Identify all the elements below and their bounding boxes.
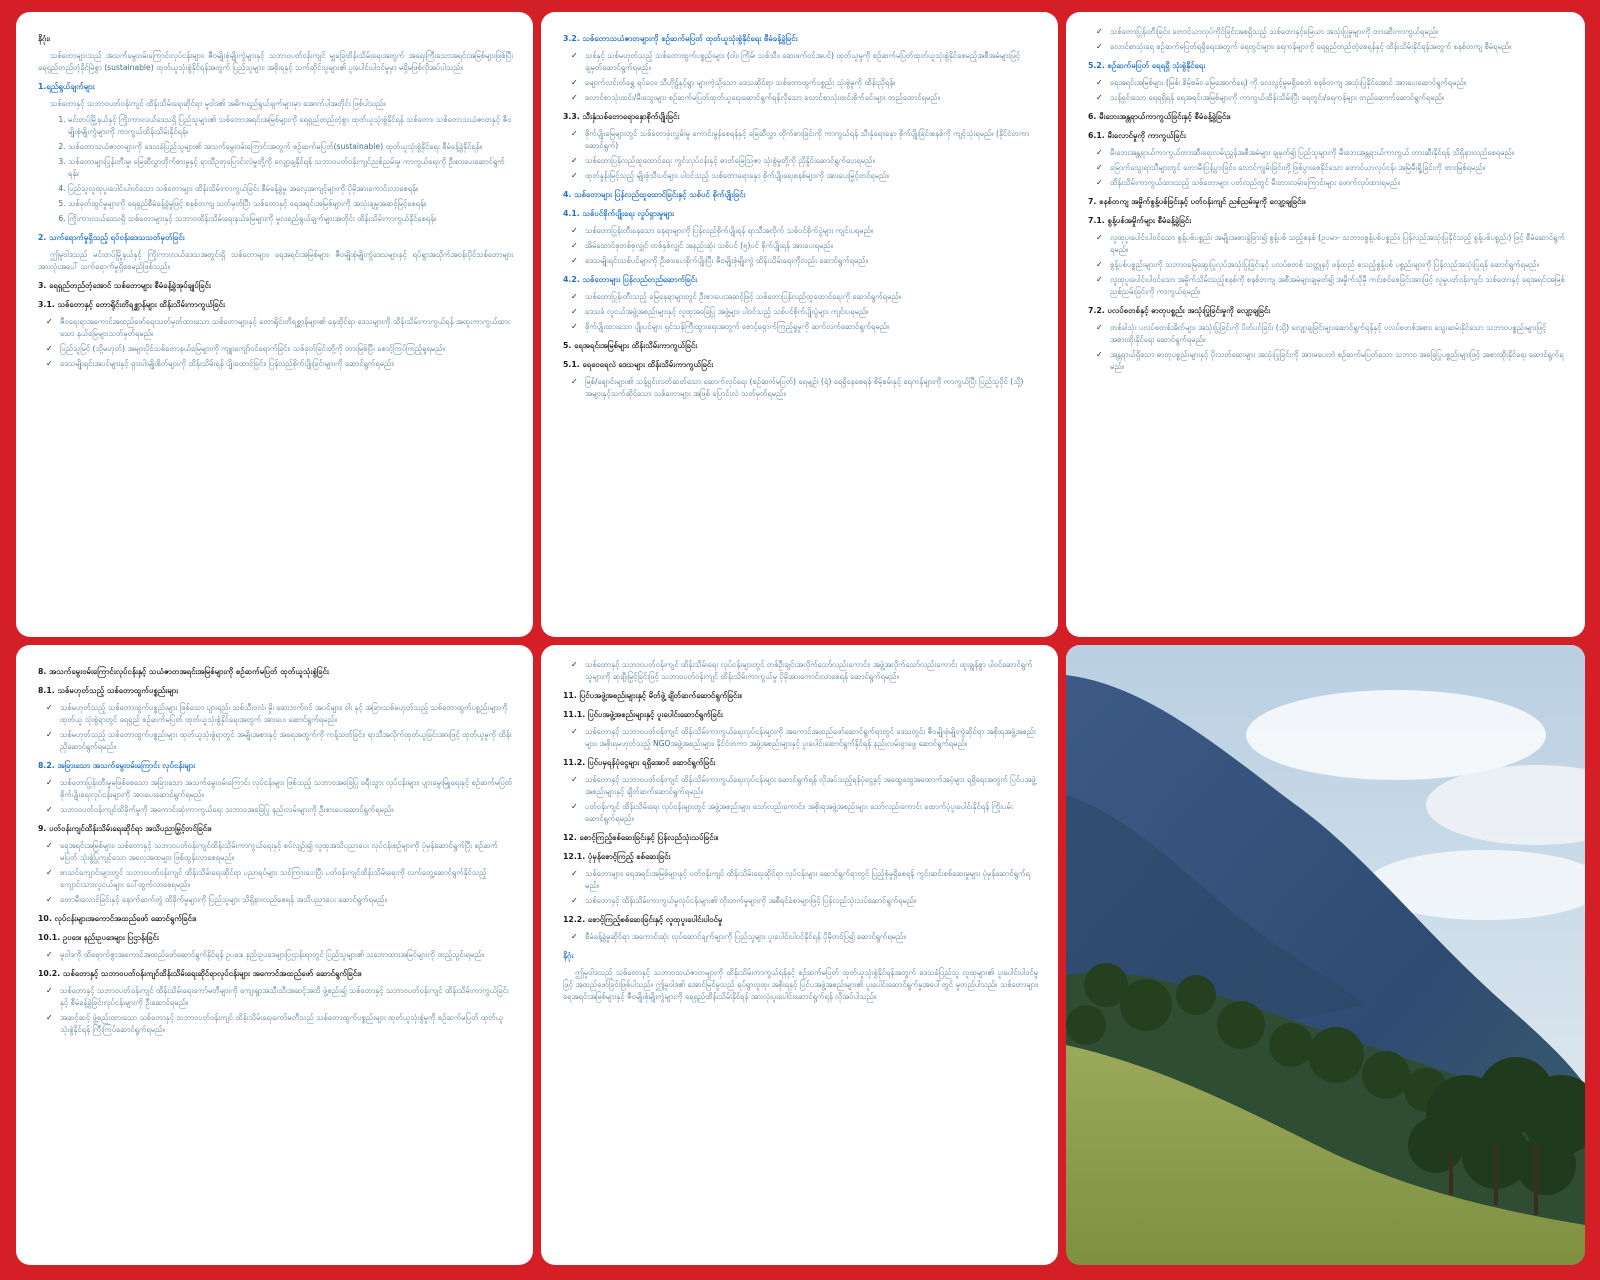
document-page-5 (541, 645, 1058, 1265)
list-item: ✓ သစ်တောနှင့် သဘာဝပတ်ဝန်းကျင် ထိန်းသိမ်းရေး လုပ်ငန်းများတွင် တစ်ဦးချင်းအလိုက်သော်လည်းကောင်း၊ အဖွဲ့အလိုက်သော်လည်းကောင်း ထူးချွန်စွာ ပါဝင်ဆောင်ရွက်သူများကို ဆုချီးမြှင့်ခြင်းဖြင့် သဘာဝပတ်ဝန်းကျင် ထိန်းသိမ်းကာကွယ်မှု ပိုမိုအားကောင်းလာစေရန် ဆောင်ရွက်ရမည်။ (585, 659, 1038, 683)
list-item: ✓ စိုက်ပျိုးမြေများတွင် သစ်တောဖုံးလွှမ်းမှု ကောင်းမွန်စေရန်နှင့် မြေဆီလွှာ တိုက်စားခြင်းကို ကာကွယ်ရန် သီးနှံရောနှော စိုက်ပျိုးခြင်းစနစ်ကို ကျင့်သုံးရမည်။ (နိုင်ငံတကာဆောင်ရွက်) (585, 128, 1038, 152)
numbered-list (38, 114, 513, 225)
intro-paragraph: သစ်တောများသည် အသက်မွေးဝမ်းကြောင်းလုပ်ငန်းများ၊ ဇီဝမျိုးစုံမျိုးကွဲများနှင့် သဘာဝပတ်ဝန်းကျင် မျှခြေထိန်းသိမ်းရေးအတွက် အရေးကြီးသောအရင်းအမြစ်များဖြစ်ပြီး ရေရှည်တည်တံ့ခိုင်မြဲစွာ (sustainable) ထုတ်ယူသုံးစွဲနိုင်ရန်အတွက် ပြည်သူများ၊ အစိုးရနှင့် သက်ဆိုင်သူများ၏ ပူးပေါင်းပါဝင်မှုမှာ မရှိမဖြစ်လိုအပ်ပါသည်။ (38, 51, 513, 72)
list-item: ✓ အဆင့်ဆင့် ဖွဲ့စည်းထားသော သစ်တောနှင့် သဘာဝပတ်ဝန်းကျင် ထိန်းသိမ်းရေးကော်မတီသည် သစ်တောထွက်ပစ္စည်းများ ထုတ်ယူသုံးစွဲမှုကို စဉ်ဆက်မပြတ် ထုတ်ယူသုံးစွဲနိုင်ရန် ကြီးကြပ်ဆောင်ရွက်ရမည်။ (60, 1012, 513, 1036)
list-item: ✓ သစ်မဟုတ်သည့် သစ်တောထွက်ပစ္စည်းများ ဖြစ်သော ပျားရည်၊ သစ်သီးဝလံ၊ မှို၊ ဆေးဘက်ဝင် အပင်များ၊ ဝါး နှင့် အခြားသစ်မဟုတ်သည့် သစ်တောထွက်ပစ္စည်းများကို ထုတ်ယူ သုံးစွဲရာတွင် ရေရှည် စဉ်ဆက်မပြတ် ထုတ်ယူသုံးစွဲနိုင်ရေးအတွက် အားပေး ဆောင်ရွက်ရမည်။ (60, 702, 513, 726)
paragraph: သစ်တောနှင့် သဘာဝပတ်ဝန်းကျင် ထိန်းသိမ်းရေးဆိုင်ရာ မူဝါဒ၏ အဓိကရည်ရွယ်ချက်များမှာ အောက်ပါအတိုင်း ဖြစ်ပါသည်။ (50, 99, 386, 108)
forest-mountain-photo (1066, 645, 1585, 1265)
checklist (563, 868, 1038, 907)
subsection-heading: 12.1. ပုံမှန်စောင့်ကြည့် စစ်ဆေးခြင်း (563, 852, 671, 861)
subsection-heading: 3.3. သီးနှံသစ်တောရောနှောစိုက်ပျိုးခြင်း (563, 112, 680, 121)
list-item: ✓ စာသင်ကျောင်းများတွင် သဘာဝပတ်ဝန်းကျင် ထိန်းသိမ်းရေးဆိုင်ရာ ပညာရပ်များ သင်ကြားပေးပြီး ပတ်ဝန်းကျင်ထိန်းသိမ်းရေးကို လက်တွေ့ဆောင်ရွက်နိုင်သည့် ကျောင်းသားလူငယ်များ ပေါ်ထွက်လာစေရမည်။ (60, 867, 513, 891)
list-item: ✓ ထုတ်နှုန်းမြင့်သည့် မျိုးစုံသီးပင်များ ပါဝင်သည့် သစ်တောရောနှော စိုက်ပျိုးရေးစနစ်များကို အားပေးမြှင့်တင်ရမည်။ (585, 170, 1038, 182)
section-heading: 4. သစ်တောများ ပြန်လည်ထူထောင်ခြင်းနှင့် သစ်ပင် စိုက်ပျိုးခြင်း (563, 190, 746, 199)
list-item: 1. မင်းတပ်မြို့နယ်နှင့် ကြိုးကားလယ်ဒေသရှိ ပြည်သူများ၏ သစ်တောအရင်းအမြစ်များကို ရေရှည်တည်တံ့စွာ ထုတ်ယူသုံးစွဲနိုင်ရန် သစ်တော၊ သစ်တောသယံဇာတနှင့် ဇီဝမျိုးစုံမျိုးကွဲများကို ကာကွယ်ထိန်းသိမ်းနိုင်ရန်။ (68, 114, 513, 138)
paragraph: ဤမူဝါဒသည် မင်းတပ်မြို့နယ်နှင့် ကြိုးကားလယ်ဒေသအတွင်းရှိ သစ်တောများ၊ ရေအရင်းအမြစ်များ၊ ဇီဝမျိုးစုံမျိုးကွဲဒေသများနှင့် ရပ်ရွာအသိုက်အဝန်းပိုင်သစ်တောများအားလုံးအပေါ် သက်ရောက်မှုရှိစေမည်ဖြစ်သည်။ (38, 250, 513, 271)
subsection-heading: 8.1. သစ်မဟုတ်သည့် သစ်တောထွက်ပစ္စည်းများ (38, 686, 179, 695)
page-top-text: နိဂုံး၊ (38, 34, 50, 43)
subsection-heading: 6.1. မီးလောင်မှုကို ကာကွယ်ခြင်း (1088, 131, 1186, 140)
document-page-3 (1066, 12, 1585, 637)
checklist (563, 225, 1038, 267)
checklist (563, 376, 1038, 400)
list-item: ✓ မူဝါဒကို ထိရောက်စွာအကောင်အထည်ဖော်ဆောင်ရွက်နိုင်ရန် ဥပဒေ၊ နည်းဥပဒေများပြဌာန်းရာတွင် ပြည်သူများ၏ သဘောထားအမြင်များကို ထည့်သွင်းရမည်။ (60, 949, 513, 961)
subsection-heading: 11.1. ပြင်ပအဖွဲ့အစည်းများနှင့် ပူးပေါင်းဆောင်ရွက်ခြင်း (563, 710, 723, 719)
list-item: ✓ ဒေသမျိုးရင်းသစ်ပင်များကို ဦးစားပေးစိုက်ပျိုးပြီး ဇီဝမျိုးစုံမျိုးကွဲ ထိန်းသိမ်းရေးကိုလည်း ဆောင်ရွက်ရမည်။ (585, 255, 1038, 267)
list-item: ✓ ဒေသခံ လူငယ်အဖွဲ့အစည်းများနှင့် လူထုအခြေပြု အဖွဲ့များ ပါဝင်သည့် သစ်ပင်စိုက်ပျိုးပွဲများ ကျင်းပရမည်။ (585, 306, 1038, 318)
list-item: ✓ လူထုပူးပေါင်းပါဝင်သော စွန့်ပစ်ပစ္စည်း အမျိုးအစားခွဲခြား၍ စွန့်ပစ် သည့်စနစ် (ဥပမာ- သဘာဝစွန့်ပစ်ပစ္စည်း၊ ပြန်လည်အသုံးပြုနိုင်သည့် စွန့်ပစ်ပစ္စည်း) ဖြင့် စီမံဆောင်ရွက်ရမည်။ (1110, 232, 1565, 256)
list-item: ✓ ပတ်ဝန်းကျင် ထိန်းသိမ်းရေး လုပ်ငန်းများတွင် အဖွဲ့အစည်းများ သော်လည်းကောင်း၊ အစိုးရအဖွဲ့အစည်းများ သော်လည်းကောင်း ထောက်ပံ့ပူးပေါင်းနိုင်ရန် ကြိုးပမ်းဆောင်ရွက်ရမည်။ (585, 801, 1038, 825)
list-item: ✓ စိုက်ပျိုးထားသော ပျိုးပင်များ ရှင်သန်ကြီးထွားရေးအတွက် စောင့်ရှောက်ကြည့်ရှုမှုကို ဆက်လက်ဆောင်ရွက်ရမည်။ (585, 321, 1038, 333)
list-item: ✓ ဒေသမျိုးရင်းအပင်များနှင့် ရှားပါးမျိုးစိတ်များကို ထိန်းသိမ်းရန် ပျိုးထောင်ခြင်း၊ ပြန်လည်စိုက်ပျိုးခြင်းများကို ဆောင်ရွက်ရမည်။ (60, 358, 513, 370)
subsection-heading: 7.2. ပလပ်စတစ်နှင့် ဓာတုပစ္စည်း အသုံးပြုခြင်းမှုကို လျော့ချခြင်း (1088, 306, 1271, 315)
section-heading: 6. မီးဘေးအန္တရာယ်ကာကွယ်ခြင်းနှင့် စီမံခန့်ခွဲခြင်း။ (1088, 112, 1231, 121)
list-item: ✓ ပြည်သူမြင် (သို့မဟုတ်) အများပိုင်သစ်တောနယ်မြေများကို ကျူးကျော်ဝင်ရောက်ခြင်း၊ သစ်ခုတ်ခြင်းတို့ကို တားမြစ်ပြီး စောင့်ကြပ်ကြည့်ရှုရမည်။ (60, 343, 513, 355)
subsection-heading: 12.2. စောင့်ကြည့်စစ်ဆေးခြင်းနှင့် လူထုပူးပေါင်းပါဝင်မှု (563, 915, 723, 924)
document-page-1 (16, 12, 533, 637)
subsection-heading: 10.1. ဥပဒေ၊ နည်းဥပဒေများ ပြဌာန်းခြင်း (38, 933, 159, 942)
subsection-heading: 7.1. စွန့်ပစ်အမှိုက်များ စီမံခန့်ခွဲခြင်း (1088, 216, 1192, 225)
checklist (563, 50, 1038, 104)
section-heading: 2. သက်ရောက်မှုရှိသည့် ရပ်ဝန်းဒေသသတ်မှတ်ခြင်း (38, 233, 185, 242)
list-item: ✓ စွန့်ပစ်ပစ္စည်းများကို သဘာဝမြေဆွေးပြုလုပ်အသုံးပြုခြင်းနှင့် ပလပ်စတစ် သတ္တုနှင့် ဖန်ထည် စသည့်စွန့်ပစ် ပစ္စည်းများကို ပြန်လည်အသုံးပြုရန် ဆောင်ရွက်ရမည်။ (1110, 259, 1565, 271)
outro-paragraph: ဤမူဝါဒသည် သစ်တောနှင့် သဘာဝသယံဇာတများကို ထိန်းသိမ်းကာကွယ်ရန်နှင့် စဉ်ဆက်မပြတ် ထုတ်ယူသုံးစွဲနိုင်ရန်အတွက် ဒေသခံပြည်သူ လူထုများ၏ ပူးပေါင်းပါဝင်မှုဖြင့် အထည်ဖော်ခြင်းဖြစ်ပါသည်။ ဤမူဝါဒ၏ အောင်မြင်မှုသည် ရပ်ရွာလူထု၊ အစိုးရနှင့် ပြင်ပအဖွဲ့အစည်းများ၏ ပူးပေါင်းဆောင်ရွက်မှုအပေါ်တွင် မူတည်ပါသည်။ သစ်တောများ၊ ရေအရင်းအမြစ်များနှင့် ဇီဝမျိုးစုံမျိုးကွဲများကို ရေရှည်ထိန်းသိမ်းနိုင်ရန် အားလုံးပူးပေါင်းဆောင်ရွက်ရန် လိုအပ်ပါသည်။ (563, 968, 1038, 1001)
section-heading: 10. လုပ်ငန်းများအကောင်အထည်ဖော် ဆောင်ရွက်ခြင်း။ (38, 914, 197, 923)
checklist (563, 659, 1038, 683)
list-item: ✓ ရေအရင်းအမြစ်များ (မြစ်၊ စိမ့်စမ်း၊ မြေအောက်ရေ) ကို လေလွင့်မှုမရှိစေဘဲ စနစ်တကျ အသုံးပြုနိုင်အောင် အားပေးဆောင်ရွက်ရမည်။ (1110, 77, 1565, 89)
list-item: ✓ ထိန်းသိမ်းကာကွယ်ထားသည့် သစ်တောများ ပတ်လည်တွင် မီးတားလမ်းကြောင်းများ ဖောက်လုပ်ထားရမည်။ (1110, 177, 1565, 189)
list-item: ✓ မီးဘေးအန္တရာယ်ကာကွယ်တားဆီးရေးလမ်းညွှန်အစီအမံများ ချမှတ်၍ ပြည်သူများကို မီးဘေးအန္တရာယ်ကာကွယ် တားဆီးနိုင်ရန် သိရှိနားလည်စေရမည်။ (1110, 147, 1565, 159)
list-item: ✓ အန္တရာယ်ရှိသော ဓာတုပစ္စည်းများနှင့် ပိုးသတ်ဆေးများ အသုံးပြုခြင်းကို အားမပေးဘဲ စဉ်ဆက်မပြတ်သော သဘာဝ အခြေပြုပစ္စည်းများဖြင့် အစားထိုးနိုင်ရေး ဆောင်ရွက်ရမည်။ (1110, 349, 1565, 373)
checklist (563, 931, 1038, 943)
list-item: ✓ မြစ်/ချောင်းများ၏ သန့်ရှင်းလတ်ဆတ်သော ဆောက်လုပ်ရေး (စဉ်ဆက်မပြတ်) ရေမျဉ်း (ရဲ) ရေရှိနေစေရန် စိမ့်စမ်းနှင့် ရေကန်များကို ကာကွယ်ပြီး ပြည်သူပိုင် (သို့) အများနှင့်သက်ဆိုင်သော သစ်တောများ အဖြစ် ပြောင်းလဲ သတ်မှတ်ရမည်။ (585, 376, 1038, 400)
checklist (563, 774, 1038, 825)
section-heading: 12. စောင့်ကြည့်စစ်ဆေးခြင်းနှင့် ပြန်လည်သုံးသပ်ခြင်း။ (563, 833, 718, 842)
section-heading: 7. စနစ်တကျ အမှိုက်စွန့်ပစ်ခြင်းနှင့် ပတ်ဝန်းကျင် ညစ်ညမ်းမှုကို လျော့ချခြင်း။ (1088, 197, 1306, 206)
section-heading: 3. ရေရှည်တည်တံ့အောင် သစ်တောများ စီမံခန့်ခွဲအုပ်ချုပ်ခြင်း (38, 281, 211, 290)
section-heading: 11. ပြင်ပအဖွဲ့အစည်းများနှင့် မိတ်ဖွဲ့ ချိတ်ဆက်ဆောင်ရွက်ခြင်း။ (563, 691, 742, 700)
subsection-heading: 5.1. ရေဝေရေလဲ ဒေသများ ထိန်းသိမ်းကာကွယ်ခြင်း (563, 360, 714, 369)
list-item: ✓ မြောက်သွေးရာသီများတွင် တောမီးပြန့်ပွားခြင်း၊ လောင်ကျွမ်းခြင်းတို့ဖြစ်ပွားစေနိုင်သော တောင်ယာလုပ်ငန်း အမြဲမီးရှို့ခြင်းကို တားမြစ်ရမည်။ (1110, 162, 1565, 174)
list-item: 3. သစ်တောများပြုန်းတီးမှု၊ မြေဆီလွှာတိုက်စားမှုနှင့် ရာသီဥတုပြောင်းလဲမှုတို့ကို လျော့ချနိုင်ရန် သဘာဝပတ်ဝန်းကျင်ညစ်ညမ်းမှု ကာကွယ်ရေးကို ဦးစားပေးဆောင်ရွက်ရန်။ (68, 156, 513, 180)
list-item: ✓ သစ်တောပြုန်းတီးမှုမဖြစ်စေသော အခြားသော အသက်မွေးဝမ်းကြောင်း လုပ်ငန်းများ ဖြစ်သည့် သဘာဝအခြေပြု ခရီးသွား လုပ်ငန်းများ၊ ပျားမွေးမြူရေးနှင့် စဉ်ဆက်မပြတ် စိုက်ပျိုးရေးလုပ်ငန်းများကို အားပေးဆောင်ရွက်ရမည်။ (60, 777, 513, 801)
subsection-heading: 11.2. ပြင်ပမှရန်ပုံငွေများ ရရှိအောင် ဆောင်ရွက်ခြင်း (563, 758, 716, 767)
list-item: ✓ သန့်ရှင်းသော ရေရရှိရန် ရေအရင်းအမြစ်များကို ကာကွယ်ထိန်းသိမ်းပြီး ရေတွင်း/ရေကန်များ တည်ဆောက်ဆောင်ရွက်ရမည်။ (1110, 92, 1565, 104)
document-page-2 (541, 12, 1058, 637)
checklist (38, 702, 513, 753)
checklist (1088, 26, 1565, 53)
subsection-heading: 8.2. အခြားသော အသက်မွေးဝမ်းကြောင်း လုပ်ငန်းများ (38, 761, 196, 770)
list-item: 4. ပြည်သူလူထုပူးပေါင်းပါဝင်သော သစ်တောများ ထိန်းသိမ်းကာကွယ်ခြင်း စီမံခန့်ခွဲမှု အလေ့အကျင့်များကို ပိုမိုအားကောင်းလာစေရန်။ (68, 183, 513, 195)
landscape-image (1066, 645, 1585, 1265)
list-item: ✓ သဘာဝပတ်ဝန်းကျင်ထိခိုက်မှုကို အကောင်းဆုံးကာကွယ်ရေး သဘာဝအခြေပြု နည်းလမ်းများကို ဦးစားပေးဆောင်ရွက်ရမည်။ (60, 804, 513, 816)
checklist (563, 128, 1038, 182)
section-heading: 5. ရေအရင်းအမြစ်များ ထိန်းသိမ်းကာကွယ်ခြင်း (563, 341, 698, 350)
list-item: 2. သစ်တောသယံဇာတများကို ဒေသခံပြည်သူများ၏ အသက်မွေးဝမ်းကြောင်းအတွက် စဉ်ဆက်မပြတ်(sustainable) ထုတ်ယူသုံးစွဲနိုင်ရေး စီမံခန့်ခွဲနိုင်ရန်။ (68, 141, 513, 153)
section-heading: 1.ရည်ရွယ်ချက်များ (38, 82, 95, 91)
list-item: 6. ကြိုးကားလယ်ဒေသရှိ သစ်တောများနှင့် သဘာဝထိန်းသိမ်းရေးနယ်မြေများကို မူလရည်ရွယ်ချက်များအတိုင်း ထိန်းသိမ်းကာကွယ်နိုင်စေရန်။ (68, 213, 513, 225)
subsection-heading: 3.1. သစ်တောနှင့် တောရိုင်းတိရစ္ဆာန်များ ထိန်းသိမ်းကာကွယ်ခြင်း (38, 300, 225, 309)
list-item: ✓ သစ်တောနှင့် ထိန်းသိမ်းကာကွယ်မှုလုပ်ငန်းများ၏ တိုးတက်မှုများကို အစီရင်ခံစာများဖြင့် ပြန်လည်သုံးသပ်ဆောင်ရွက်ရမည်။ (585, 895, 1038, 907)
document-page-4 (16, 645, 533, 1265)
section-heading: 8. အသက်မွေးဝမ်းကြောင်းလုပ်ငန်းနှင့် သယံဇာတအရင်းအမြစ်များကို စဉ်ဆက်မပြတ် ထုတ်ယူသုံးစွဲခြင်း (38, 667, 329, 676)
subsection-heading: 10.2. သစ်တောနှင့် သဘာဝပတ်ဝန်းကျင်ထိန်းသိမ်းရေးဆိုင်ရာလုပ်ငန်းများ အကောင်အထည်ဖော် ဆောင်ရွက်ခြင်း။ (38, 969, 362, 978)
checklist (38, 316, 513, 370)
checklist (563, 726, 1038, 750)
subsection-heading: 4.2. သစ်တောများ ပြန်လည်တည်ဆောက်ခြင်း (563, 275, 698, 284)
checklist (563, 291, 1038, 333)
checklist (38, 985, 513, 1036)
list-item: ✓ သစ်မဟုတ်သည့် သစ်တောထွက်ပစ္စည်းများ ထုတ်ယူသုံးစွဲရာတွင် အမျိုးအစားနှင့် အရေအတွက်ကို ကန့်သတ်ခြင်း၊ ရာသီအလိုက်ထုတ်ယူခြင်းအားဖြင့် ထုတ်ယူမှုကို ထိန်းညှိဆောင်ရွက်ရမည်။ (60, 729, 513, 753)
list-item: ✓ တစ်ခါသုံး ပလပ်စတစ်အိတ်များ အသုံးပြုခြင်းကို ပိတ်ပင်ခြင်း (သို့) လျော့ချခြင်းများဆောင်ရွက်ရန်နှင့် ပလပ်စတစ်အစား သွေးဆမ်းနိုင်သော သဘာဝပစ္စည်းများဖြင့် အစားထိုးနိုင်ရေး ဆောင်ရွက်ရမည်။ (1110, 322, 1565, 346)
subsection-heading: 4.1. သစ်ပင်စိုက်ပျိုးရေး လှုပ်ရှားမှုများ (563, 209, 675, 218)
subsection-heading: 5.2. စဉ်ဆက်မပြတ် ရေရရှိ သုံးစွဲနိုင်ရေး (1088, 61, 1206, 70)
list-item: ✓ မျောက်လင်းတ်ရွှေ ရပ်ဝေး၊ သီဟိုဠ်နှင့်ရွာ များကဲ့သို့သော ဒေသဆိုင်ရာ သစ်တောထွက်ပစ္စည်း သုံးစွဲမှုကို ထိန်းညှိရန်။ (585, 77, 1038, 89)
list-item: ✓ လောင်စာသုံးထင်း/မီးသွေးများ စဉ်ဆက်မပြတ်ထုတ်ယူရေးဆောင်ရွက်ရန်လိုသော လောင်စာသုံးထင်းစိုက်ခင်းများ တည်ထောင်ရမည်။ (585, 92, 1038, 104)
checklist (1088, 77, 1565, 104)
checklist (1088, 232, 1565, 298)
section-heading: နိဂုံး (563, 951, 574, 960)
checklist (38, 840, 513, 906)
list-item: ✓ သစ်နှင့် သစ်မဟုတ်သည့် သစ်တောထွက်ပစ္စည်းများ (ဝါး၊ ကြိမ်၊ သစ်သီး၊ ဆေးဖက်ဝင်အပင်) ထုတ်ယူမှုကို စဉ်ဆက်မပြတ်ထုတ်ယူသုံးစွဲနိုင်စေမည့်အစီအမံများဖြင့် ချမှတ်ဆောင်ရွက်ရမည်။ (585, 50, 1038, 74)
list-item: ✓ တောမီးလောင်ခြင်းနှင့် နောက်ဆက်တွဲ ထိခိုက်မှုများကို ပြည်သူများ သိရှိနားလည်စေရန် အသိပညာပေး ဆောင်ရွက်ရမည်။ (60, 894, 513, 906)
subsection-heading: 3.2. သစ်တောသယံဇာတများကို စဉ်ဆက်မပြတ် ထုတ်ယူသုံးစွဲနိုင်ရေး စီမံခန့်ခွဲခြင်း (563, 34, 798, 43)
list-item: ✓ သစ်တောပြန်လည်ထူထောင်ရေး ကွင်းလုပ်ငန်းနှင့် ဓာတ်မြေဩဇာ သုံးစွဲမှုတို့ကို ညှိနှိုင်းဆောင်ရွက်ပေးရမည်။ (585, 155, 1038, 167)
checklist (38, 949, 513, 961)
list-item: ✓ လောင်စာသုံးရေ စဉ်ဆက်မပြတ်ရရှိရေးအတွက် ရေတွင်းများ၊ ရေကန်များကို ရေရှည်တည်တံ့စေရန်နှင့် ထိန်းသိမ်းနိုင်ရန်အတွက် စနစ်တကျ စီမံရမည်။ (1110, 41, 1565, 53)
list-item: ✓ ဇီဝရေးရာအကောင်အထည်ဖော်ရေးသတ်မှတ်ထားသော သစ်တောများနှင့် တောရိုင်းတိရစ္ဆာန်များ၏ နေထိုင်ရာ ဒေသများကို ထိန်းသိမ်းကာကွယ်ရန် အထူးကာကွယ်ထားသော နယ်မြေများသတ်မှတ်ရမည်။ (60, 316, 513, 340)
list-item: ✓ သစ်တောပြုန်းတီးသည့် မြေနေရာများတွင် ဦးစားပေးအဆင့်ဖြင့် သစ်တောပြန်လည်ထူထောင်ရေးကို ဆောင်ရွက်ရမည်။ (585, 291, 1038, 303)
list-item: ✓ ရေအရင်းအမြစ်များ၊ သစ်တောနှင့် သဘာဝပတ်ဝန်းကျင်ထိန်းသိမ်းကာကွယ်ရေးနှင့် စပ်လျဉ်း၍ လူထုအသိပညာပေး လုပ်ငန်းစဉ်များကို ပုံမှန်ဆောင်ရွက်ပြီး စဉ်ဆက်မပြတ် သုံးစွဲပြုကျင့်သော အလေ့အထများ ဖြစ်ထွန်းလာစေရမည်။ (60, 840, 513, 864)
list-item: ✓ သစ်တောပြုန်းတီးခြင်း၊ တောင်ယာလုပ်ကိုင်ခြင်းအစရှိသည့် သစ်တောနှင့်မြေယာ အသုံးပြုမှုများကို တားဆီးကာကွယ်ရမည်။ (1110, 26, 1565, 38)
list-item: ✓ သစ်တောနှင့် သဘာဝပတ်ဝန်းကျင် ထိန်းသိမ်းကာကွယ်ရေးလုပ်ငန်းများ ဆောင်ရွက်ရန် လိုအပ်သည့်ရန်ပုံငွေနှင့် အထွေထွေအထောက်အပံ့များ ရရှိရေးအတွက် ပြင်ပအဖွဲ့အစည်းများနှင့် ချိတ်ဆက်ဆောင်ရွက်ရမည်။ (585, 774, 1038, 798)
section-heading: 9. ပတ်ဝန်းကျင်ထိန်းသိမ်းရေးဆိုင်ရာ အသိပညာမြှင့်တင်ခြင်း။ (38, 824, 212, 833)
list-item: ✓ သစ်တောနှင့် သဘာဝပတ်ဝန်းကျင် ထိန်းသိမ်းရေးကော်မတီများကို ကျေးရွာအသီးသီးအဆင့်အထိ ဖွဲ့စည်း၍ သစ်တောနှင့် သဘာဝပတ်ဝန်းကျင် ထိန်းသိမ်းကာကွယ်ခြင်းနှင့် စီမံခန့်ခွဲခြင်းလုပ်ငန်းများကို ဦးဆောင်ရမည်။ (60, 985, 513, 1009)
list-item: ✓ စီမံခန့်ခွဲမှုဆိုင်ရာ အကောင်းဆုံး လုပ်ဆောင်ချက်များကို ပြည်သူများ ပူးပေါင်းပါဝင်နိုင်ရန် ပိုမိုတင်ပြ၍ ဆောင်ရွက်ရမည်။ (585, 931, 1038, 943)
list-item: ✓ သစ်တောများ၊ ရေအရင်းအမြစ်များနှင့် ပတ်ဝန်းကျင် ထိန်းသိမ်းရေးဆိုင်ရာ လုပ်ငန်းများ ဆောင်ရွက်ရာတွင် ပြည့်စုံမှုရှိစေရန် ကွင်းဆင်းစစ်ဆေးမှုများ ပုံမှန်ဆောင်ရွက်ရမည်။ (585, 868, 1038, 892)
list-item: ✓ သစ်တောပြုန်းတီးနေသော နေရာများကို ပြန်လည်စိုက်ပျိုးရန် ရာသီအလိုက် သစ်ပင်စိုက်ပွဲများ ကျင်းပရမည်။ (585, 225, 1038, 237)
checklist (38, 777, 513, 816)
list-item: 5. သစ်ခုတ်ထွင်မှုများကို ရေရှည်စီမံခန့်ခွဲမှုဖြင့် စနစ်တကျ သတ်မှတ်ပြီး သစ်တောနှင့် ရေအရင်းအမြစ်များကို အသုံးချမှုအဆင့်မြင့်စေရန်။ (68, 198, 513, 210)
list-item: ✓ သစ်တောနှင့် သဘာဝပတ်ဝန်းကျင် ထိန်းသိမ်းကာကွယ်ရေးလုပ်ငန်းများကို အကောင်အထည်ဖော်ဆောင်ရွက်ရာတွင် ဒေသတွင်း ဇီဝမျိုးစုံမျိုးကွဲဆိုင်ရာ အစိုးရအဖွဲ့အစည်းများ၊ အစိုးရမဟုတ်သည့် NGOအဖွဲ့အစည်းများ၊ နိုင်ငံတကာ အဖွဲ့အစည်းများနှင့် ပူးပေါင်းဆောင်ရွက်နိုင်ရန် နည်းလမ်းရှာဖွေ ဆောင်ရွက်ရမည်။ (585, 726, 1038, 750)
list-item: ✓ အိမ်ထောင်စုတစ်စုလျှင် တစ်နှစ်လျှင် အနည်းဆုံး သစ်ပင် (၅)ပင် စိုက်ပျိုးရန် အားပေးရမည်။ (585, 240, 1038, 252)
list-item: ✓ လူထုပူးပေါင်းပါဝင်သော အမှိုက်သိမ်းသည့်စနစ်ကို စနစ်တကျ အစီအမံများချမှတ်၍ အမှိုက်သိုမှီ ကင်းစင်စေခြင်းအားဖြင့် လူမှုပတ်ဝန်းကျင်၊ သစ်တောနှင့် ရေအရင်းအမြစ်ညစ်ညမ်းခြင်းကို ကာကွယ်ရမည်။ (1110, 274, 1565, 298)
checklist (1088, 147, 1565, 189)
checklist (1088, 322, 1565, 373)
